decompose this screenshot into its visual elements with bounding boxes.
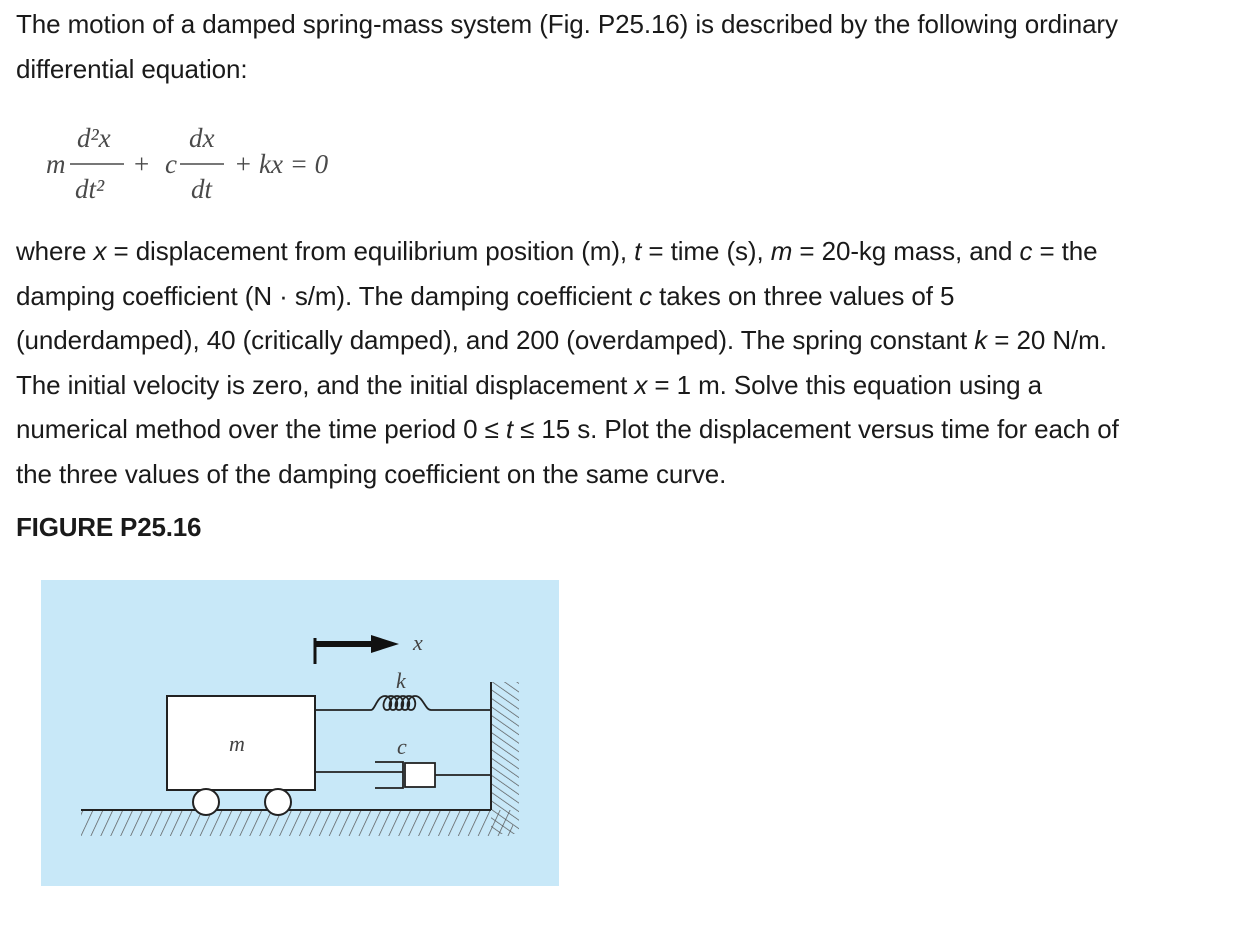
var-t: t bbox=[505, 414, 513, 445]
var-c: c bbox=[1019, 236, 1033, 266]
text-run: = displacement from equilibrium position (m), bbox=[106, 236, 635, 266]
eq-plus: + bbox=[134, 149, 150, 179]
displacement-arrow-icon bbox=[315, 635, 399, 664]
intro-line-1: The motion of a damped spring-mass system (Fig. P25.16) is described by the following ordinary bbox=[16, 9, 1118, 39]
wheel-right bbox=[265, 789, 291, 815]
wheel-left bbox=[193, 789, 219, 815]
var-x: x bbox=[634, 369, 648, 400]
eq-dx: dx bbox=[189, 123, 215, 153]
var-t: t bbox=[634, 236, 642, 266]
text-run: damping coefficient (N · s/m). The damping coefficient bbox=[16, 280, 640, 311]
text-run: = 1 m. Solve this equation using a bbox=[647, 369, 1043, 400]
intro-line-2: differential equation: bbox=[16, 53, 248, 84]
eq-d2x: d²x bbox=[77, 123, 111, 153]
var-m: m bbox=[770, 236, 793, 266]
differential-equation bbox=[44, 118, 404, 208]
text-run: = 20 N/m. bbox=[987, 325, 1107, 356]
wall-hatch bbox=[491, 682, 519, 834]
spring-mass-figure bbox=[41, 580, 559, 886]
figure-label: FIGURE P25.16 bbox=[16, 512, 202, 542]
text-run: where bbox=[16, 236, 94, 266]
text-run: ≤ 15 s. Plot the displacement versus time for each of bbox=[513, 414, 1119, 445]
description-paragraph bbox=[16, 229, 1241, 497]
text-run: (underdamped), 40 (critically damped), and 200 (overdamped). The spring constant bbox=[16, 325, 975, 356]
spring-icon bbox=[315, 696, 491, 710]
text-run: numerical method over the time period 0 ≤ bbox=[16, 414, 506, 445]
text-run: the three values of the damping coefficient on the same curve. bbox=[16, 458, 727, 489]
ground-hatch bbox=[81, 810, 513, 836]
eq-dt2: dt² bbox=[75, 174, 105, 204]
m-label: m bbox=[229, 731, 245, 756]
eq-dt: dt bbox=[191, 174, 213, 204]
dashpot-icon bbox=[315, 762, 491, 788]
text-run: = time (s), bbox=[641, 236, 771, 266]
x-label: x bbox=[413, 630, 423, 655]
text-run: = the bbox=[1032, 236, 1098, 266]
var-c: c bbox=[639, 280, 653, 311]
text-run: = 20-kg mass, and bbox=[792, 236, 1020, 266]
text-run: takes on three values of 5 bbox=[652, 280, 955, 311]
k-label: k bbox=[396, 668, 406, 693]
eq-c: c bbox=[165, 149, 177, 179]
text-run: The initial velocity is zero, and the initial displacement bbox=[16, 369, 635, 400]
var-x: x bbox=[93, 236, 107, 266]
c-label: c bbox=[397, 734, 407, 759]
eq-m: m bbox=[46, 149, 66, 179]
var-k: k bbox=[974, 325, 988, 356]
eq-rest: + kx = 0 bbox=[234, 149, 329, 179]
intro-paragraph bbox=[16, 2, 1241, 91]
